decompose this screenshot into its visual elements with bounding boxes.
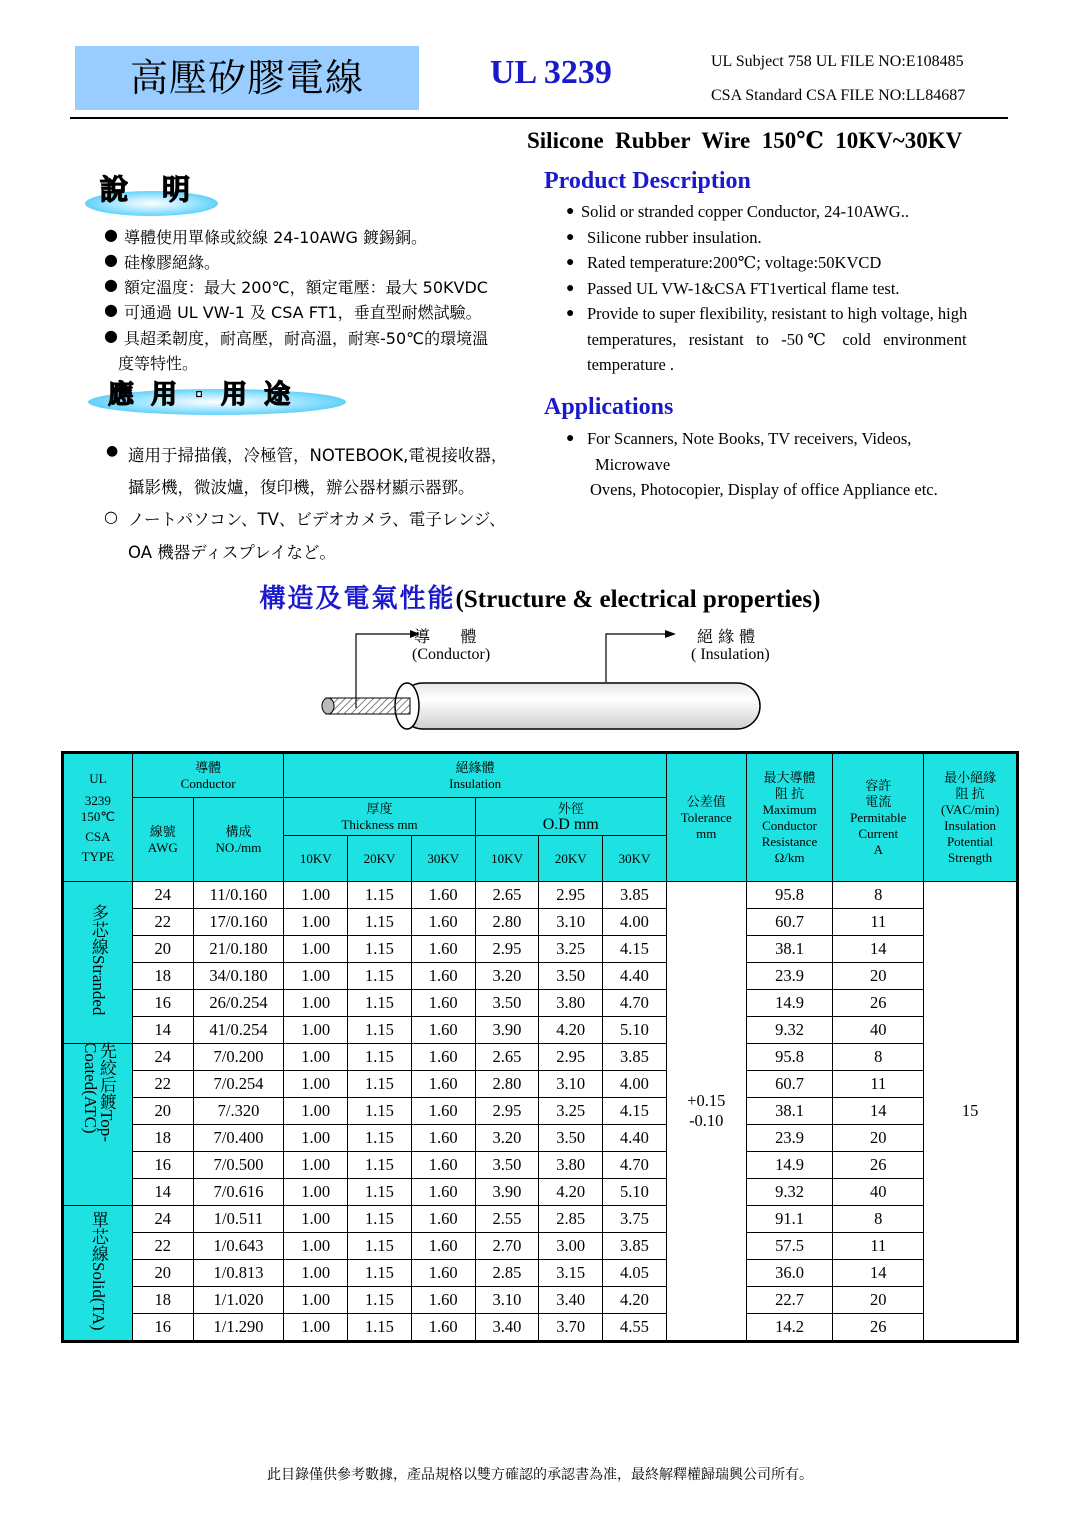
- applications-heading-en: Applications: [544, 394, 674, 420]
- applications-line-zh: 攝影機，微波爐，復印機，辦公器材顯示器鄧。: [128, 478, 475, 497]
- table-cell: 34/0.180: [193, 963, 284, 990]
- table-cell: 1.00: [284, 1044, 348, 1071]
- table-cell: 8: [833, 1044, 924, 1071]
- table-cell: 1.60: [411, 963, 475, 990]
- header-resistance: 最大導體 阻 抗 Maximum Conductor Resistance Ω/km: [746, 753, 833, 882]
- table-cell: 3.50: [475, 1152, 539, 1179]
- spec-table-body: [63, 882, 1018, 1342]
- table-row: [63, 1071, 1018, 1098]
- header-voltage: 10KV: [284, 836, 348, 882]
- tolerance-minus: -0.10: [689, 1111, 724, 1130]
- table-row: [63, 1044, 1018, 1071]
- table-cell: 1.00: [284, 1017, 348, 1044]
- table-cell: 4.20: [539, 1017, 603, 1044]
- insulation-label-zh: 絕 緣 體: [697, 627, 756, 646]
- table-cell: 36.0: [746, 1260, 833, 1287]
- table-cell: 24: [132, 1206, 193, 1233]
- tolerance-cell: [666, 882, 746, 1342]
- page-title: 高壓矽膠電線: [129, 56, 364, 100]
- table-cell: 1.00: [284, 1206, 348, 1233]
- list-item: ● 可通過 UL VW-1 及 CSA FT1，垂直型耐燃試驗。: [104, 300, 482, 323]
- table-cell: 1.00: [284, 882, 348, 909]
- header-voltage: 30KV: [603, 836, 667, 882]
- product-description-heading: Product Description: [544, 168, 751, 194]
- table-cell: 1.00: [284, 990, 348, 1017]
- table-cell: 41/0.254: [193, 1017, 284, 1044]
- table-cell: 14: [833, 1260, 924, 1287]
- table-cell: 20: [833, 963, 924, 990]
- table-cell: 1.00: [284, 936, 348, 963]
- table-row: [63, 1260, 1018, 1287]
- insulation-jacket: [400, 683, 760, 729]
- table-cell: 4.20: [539, 1179, 603, 1206]
- table-cell: 1.60: [411, 1071, 475, 1098]
- table-cell: 1.60: [411, 1179, 475, 1206]
- header-construction: 構成 NO./mm: [193, 798, 284, 882]
- wire-type-zh: 先絞后鍍: [96, 1041, 116, 1110]
- table-row: [63, 1017, 1018, 1044]
- table-cell: 3.50: [539, 1125, 603, 1152]
- structure-heading: [0, 578, 1080, 615]
- table-row: [63, 936, 1018, 963]
- table-cell: 3.75: [603, 1206, 667, 1233]
- table-cell: 1.15: [348, 1314, 412, 1342]
- table-cell: 1.60: [411, 1314, 475, 1342]
- table-cell: 60.7: [746, 1071, 833, 1098]
- table-cell: 23.9: [746, 963, 833, 990]
- header-voltage: 10KV: [475, 836, 539, 882]
- table-cell: 3.85: [603, 1044, 667, 1071]
- table-cell: 1.15: [348, 1179, 412, 1206]
- table-cell: 1.60: [411, 1152, 475, 1179]
- bullet-icon: ●: [566, 230, 575, 245]
- structure-heading-zh: 構造及電氣性能: [259, 584, 456, 614]
- table-cell: 1.15: [348, 963, 412, 990]
- table-cell: 40: [833, 1179, 924, 1206]
- header-ul-type: UL 3239 150℃ CSA TYPE: [63, 753, 133, 882]
- table-cell: 7/0.400: [193, 1125, 284, 1152]
- table-cell: 1/0.813: [193, 1260, 284, 1287]
- bullet-icon: ●: [106, 443, 119, 459]
- table-cell: 7/0.616: [193, 1179, 284, 1206]
- table-cell: 5.10: [603, 1017, 667, 1044]
- header-insulation: 絕緣體 Insulation: [284, 753, 667, 798]
- table-cell: 1.15: [348, 990, 412, 1017]
- wire-type-en: Top-Coated: [80, 1041, 116, 1142]
- table-cell: 7/0.200: [193, 1044, 284, 1071]
- applications-line-ja: ノートパソコン、TV、ビデオカメラ、電子レンジ、: [128, 510, 506, 529]
- table-cell: 1.00: [284, 1125, 348, 1152]
- table-cell: 1/0.643: [193, 1233, 284, 1260]
- header-awg: 線號 AWG: [132, 798, 193, 882]
- table-row: [63, 909, 1018, 936]
- insulation-label-en: ( Insulation): [691, 646, 770, 663]
- footer-disclaimer: 此目錄僅供參考數據，產品規格以雙方確認的承認書為准，最終解釋權歸瑞興公司所有。: [267, 1467, 813, 1483]
- wire-type-en: Solid: [88, 1261, 108, 1298]
- table-cell: 14.9: [746, 1152, 833, 1179]
- table-cell: 3.10: [539, 1071, 603, 1098]
- table-cell: 1.15: [348, 1071, 412, 1098]
- table-cell: 1.00: [284, 909, 348, 936]
- table-cell: 18: [132, 1287, 193, 1314]
- table-cell: 4.70: [603, 990, 667, 1017]
- table-cell: 16: [132, 1152, 193, 1179]
- table-cell: 11: [833, 1071, 924, 1098]
- table-cell: 14: [132, 1017, 193, 1044]
- table-cell: 1.60: [411, 936, 475, 963]
- table-row: [63, 1206, 1018, 1233]
- table-cell: 14: [132, 1179, 193, 1206]
- table-cell: 4.05: [603, 1260, 667, 1287]
- header-voltage: 20KV: [539, 836, 603, 882]
- table-row: [63, 1179, 1018, 1206]
- table-cell: 1.60: [411, 1017, 475, 1044]
- table-cell: 3.25: [539, 1098, 603, 1125]
- table-cell: 26: [833, 1314, 924, 1342]
- conductor-label-zh: 導 體: [414, 627, 477, 646]
- table-cell: 1.60: [411, 1206, 475, 1233]
- table-cell: 1.60: [411, 990, 475, 1017]
- table-cell: 91.1: [746, 1206, 833, 1233]
- wire-type-cell: [63, 1206, 133, 1342]
- table-cell: 2.55: [475, 1206, 539, 1233]
- table-cell: 14: [833, 1098, 924, 1125]
- table-cell: 4.15: [603, 936, 667, 963]
- table-cell: 1.00: [284, 1233, 348, 1260]
- table-cell: 11: [833, 1233, 924, 1260]
- header-thickness: 厚度 Thickness mm: [284, 798, 475, 836]
- table-cell: 11: [833, 909, 924, 936]
- table-cell: 2.65: [475, 882, 539, 909]
- table-cell: 4.20: [603, 1287, 667, 1314]
- table-cell: 60.7: [746, 909, 833, 936]
- table-cell: 3.25: [539, 936, 603, 963]
- table-cell: 1.15: [348, 1152, 412, 1179]
- table-cell: 2.95: [539, 882, 603, 909]
- table-cell: 1.15: [348, 882, 412, 909]
- table-cell: 26/0.254: [193, 990, 284, 1017]
- table-row: [63, 1233, 1018, 1260]
- table-row: [63, 1314, 1018, 1342]
- table-cell: 4.15: [603, 1098, 667, 1125]
- applications-line-en: For Scanners, Note Books, TV receivers, Videos,: [587, 429, 912, 448]
- bullet-icon: ●: [566, 431, 575, 446]
- table-cell: 1.00: [284, 1152, 348, 1179]
- table-row: [63, 1125, 1018, 1152]
- table-cell: 2.80: [475, 1071, 539, 1098]
- table-cell: 1/0.511: [193, 1206, 284, 1233]
- table-cell: 2.80: [475, 909, 539, 936]
- description-item-en: Provide to super flexibility, resistant to high voltage, high: [587, 304, 968, 323]
- table-cell: 1.15: [348, 936, 412, 963]
- conductor-end: [322, 698, 334, 714]
- header-voltage: 30KV: [411, 836, 475, 882]
- table-cell: 20: [833, 1287, 924, 1314]
- table-cell: 2.95: [475, 936, 539, 963]
- description-item-en: Silicone rubber insulation.: [587, 228, 762, 247]
- table-row: [63, 1098, 1018, 1125]
- table-cell: 38.1: [746, 936, 833, 963]
- bullet-icon: ●: [566, 306, 575, 321]
- table-cell: 1.60: [411, 1098, 475, 1125]
- table-cell: 1/1.020: [193, 1287, 284, 1314]
- header-voltage: 20KV: [348, 836, 412, 882]
- table-cell: 1.15: [348, 1017, 412, 1044]
- table-cell: 2.65: [475, 1044, 539, 1071]
- table-row: [63, 963, 1018, 990]
- table-cell: 3.80: [539, 1152, 603, 1179]
- table-cell: 9.32: [746, 1179, 833, 1206]
- table-cell: 3.20: [475, 1125, 539, 1152]
- table-cell: 21/0.180: [193, 936, 284, 963]
- conductor-strand: [326, 698, 410, 714]
- table-cell: 40: [833, 1017, 924, 1044]
- table-cell: 1.60: [411, 1233, 475, 1260]
- header-strength: 最小絕緣 阻 抗 (VAC/min) Insulation Potential Strength: [924, 753, 1018, 882]
- table-cell: 1.60: [411, 1125, 475, 1152]
- table-cell: 1/1.290: [193, 1314, 284, 1342]
- table-cell: 95.8: [746, 1044, 833, 1071]
- wire-type-cell: [63, 1041, 133, 1206]
- table-row: [63, 990, 1018, 1017]
- table-cell: 20: [132, 1260, 193, 1287]
- list-item: ● 硅橡膠絕緣。: [104, 250, 220, 273]
- table-cell: 20: [132, 1098, 193, 1125]
- table-cell: 9.32: [746, 1017, 833, 1044]
- description-item-en: Solid or stranded copper Conductor, 24-10AWG..: [581, 202, 909, 221]
- table-cell: 7/0.500: [193, 1152, 284, 1179]
- header-conductor: 導體 Conductor: [132, 753, 284, 798]
- bullet-icon: ●: [566, 204, 575, 219]
- table-cell: 3.00: [539, 1233, 603, 1260]
- table-cell: 1.60: [411, 1260, 475, 1287]
- table-cell: 3.50: [539, 963, 603, 990]
- table-cell: 22: [132, 1233, 193, 1260]
- csa-file-number: CSA Standard CSA FILE NO:LL84687: [711, 87, 966, 104]
- insulation-strength-cell: 15: [924, 882, 1018, 1342]
- description-item-en: Passed UL VW-1&CSA FT1vertical flame test.: [587, 279, 900, 298]
- bullet-icon: ●: [566, 255, 575, 270]
- table-cell: 18: [132, 1125, 193, 1152]
- table-cell: 26: [833, 1152, 924, 1179]
- table-cell: 8: [833, 882, 924, 909]
- table-cell: 2.85: [475, 1260, 539, 1287]
- table-cell: 4.40: [603, 1125, 667, 1152]
- table-cell: 3.90: [475, 1179, 539, 1206]
- table-cell: 18: [132, 963, 193, 990]
- table-cell: 3.15: [539, 1260, 603, 1287]
- wire-type-en: Stranded: [88, 955, 108, 1016]
- table-cell: 57.5: [746, 1233, 833, 1260]
- table-cell: 3.20: [475, 963, 539, 990]
- table-cell: 2.95: [475, 1098, 539, 1125]
- table-cell: 1.00: [284, 963, 348, 990]
- wire-type-zh: 多芯線: [88, 904, 108, 956]
- table-cell: 1.60: [411, 909, 475, 936]
- table-cell: 1.00: [284, 1287, 348, 1314]
- table-cell: 1.00: [284, 1098, 348, 1125]
- table-cell: 1.60: [411, 1044, 475, 1071]
- table-cell: 7/.320: [193, 1098, 284, 1125]
- table-row: [63, 1152, 1018, 1179]
- table-cell: 4.70: [603, 1152, 667, 1179]
- table-cell: 1.00: [284, 1314, 348, 1342]
- table-cell: 2.95: [539, 1044, 603, 1071]
- description-heading-zh: 說明: [100, 173, 225, 206]
- table-cell: 14.9: [746, 990, 833, 1017]
- table-cell: 1.00: [284, 1071, 348, 1098]
- table-cell: 3.85: [603, 1233, 667, 1260]
- description-item-en-continuation: temperature .: [587, 355, 675, 374]
- table-cell: 16: [132, 1314, 193, 1342]
- table-cell: 4.40: [603, 963, 667, 990]
- wire-type-zh: 單芯線: [88, 1210, 108, 1262]
- table-cell: 95.8: [746, 882, 833, 909]
- table-cell: 3.10: [539, 909, 603, 936]
- table-cell: 3.70: [539, 1314, 603, 1342]
- header-divider: [70, 117, 1008, 119]
- table-cell: 3.40: [539, 1287, 603, 1314]
- table-cell: 3.10: [475, 1287, 539, 1314]
- spec-table: [61, 751, 1019, 1343]
- description-item-en: Rated temperature:200℃; voltage:50KVCD: [587, 253, 882, 272]
- table-cell: 2.70: [475, 1233, 539, 1260]
- table-cell: 3.40: [475, 1314, 539, 1342]
- list-item: ● 具超柔韌度，耐高壓，耐高溫，耐寒-50℃的環境溫: [104, 326, 488, 349]
- ul-file-number: UL Subject 758 UL FILE NO:E108485: [711, 53, 964, 70]
- table-cell: 20: [833, 1125, 924, 1152]
- table-cell: 4.00: [603, 1071, 667, 1098]
- table-cell: 1.60: [411, 882, 475, 909]
- table-cell: 1.15: [348, 1098, 412, 1125]
- table-cell: 22: [132, 1071, 193, 1098]
- table-cell: 1.00: [284, 1260, 348, 1287]
- insulation-leader-line: [606, 634, 665, 682]
- table-cell: 7/0.254: [193, 1071, 284, 1098]
- table-cell: 14: [833, 936, 924, 963]
- table-cell: 1.15: [348, 1125, 412, 1152]
- applications-line-ja: OA 機器ディスプレイなど。: [128, 543, 336, 562]
- table-cell: 4.55: [603, 1314, 667, 1342]
- table-cell: 23.9: [746, 1125, 833, 1152]
- description-item-en-continuation: temperatures, resistant to -50 ℃ cold environment: [587, 330, 967, 349]
- table-cell: 1.15: [348, 1044, 412, 1071]
- product-subtitle: Silicone Rubber Wire 150℃ 10KV~30KV: [527, 128, 963, 153]
- applications-line-zh: 適用于掃描儀，冷極管，NOTEBOOK,電視接收器，: [128, 446, 508, 465]
- table-cell: 1.00: [284, 1179, 348, 1206]
- table-cell: 3.90: [475, 1017, 539, 1044]
- circle-bullet-icon: ○: [104, 507, 118, 526]
- applications-heading-zh: 應 用 · 用 途: [108, 380, 295, 410]
- table-cell: 20: [132, 936, 193, 963]
- table-cell: 16: [132, 990, 193, 1017]
- table-cell: 22.7: [746, 1287, 833, 1314]
- table-cell: 3.50: [475, 990, 539, 1017]
- table-cell: 2.85: [539, 1206, 603, 1233]
- table-cell: 1.15: [348, 1233, 412, 1260]
- table-cell: 22: [132, 909, 193, 936]
- structure-heading-en: (Structure & electrical properties): [455, 586, 821, 613]
- table-cell: 5.10: [603, 1179, 667, 1206]
- table-row: [63, 882, 1018, 909]
- header-tolerance: 公差值 Tolerance mm: [666, 753, 746, 882]
- model-number: UL 3239: [490, 54, 612, 91]
- wire-type-code: (ATC): [80, 1089, 100, 1134]
- header-od: 外徑 O.D mm: [475, 798, 666, 836]
- list-item: ● 導體使用單條或絞線 24-10AWG 鍍錫銅。: [104, 225, 427, 248]
- table-cell: 1.15: [348, 1287, 412, 1314]
- table-cell: 24: [132, 1044, 193, 1071]
- header-current: 容許 電流 Permitable Current A: [833, 753, 924, 882]
- table-cell: 11/0.160: [193, 882, 284, 909]
- table-cell: 1.15: [348, 1206, 412, 1233]
- table-cell: 14.2: [746, 1314, 833, 1342]
- applications-line-en: Microwave: [595, 455, 671, 474]
- table-cell: 8: [833, 1206, 924, 1233]
- table-cell: 1.15: [348, 1260, 412, 1287]
- wire-type-cell: [63, 882, 133, 1044]
- tolerance-plus: +0.15: [687, 1091, 726, 1110]
- wire-type-code: (TA): [88, 1297, 108, 1331]
- table-row: [63, 1287, 1018, 1314]
- table-cell: 17/0.160: [193, 909, 284, 936]
- table-cell: 3.85: [603, 882, 667, 909]
- bullet-icon: ●: [566, 281, 575, 296]
- list-item: ● 額定溫度：最大 200℃，額定電壓：最大 50KVDC: [104, 275, 488, 298]
- table-cell: 1.15: [348, 909, 412, 936]
- list-item-continuation: 度等特性。: [118, 354, 199, 373]
- applications-line-en: Ovens, Photocopier, Display of office Appliance etc.: [590, 480, 938, 499]
- table-cell: 4.00: [603, 909, 667, 936]
- table-cell: 26: [833, 990, 924, 1017]
- table-cell: 38.1: [746, 1098, 833, 1125]
- arrow-icon: [665, 630, 676, 638]
- table-cell: 1.60: [411, 1287, 475, 1314]
- conductor-label-en: (Conductor): [412, 646, 491, 663]
- table-cell: 24: [132, 882, 193, 909]
- table-cell: 3.80: [539, 990, 603, 1017]
